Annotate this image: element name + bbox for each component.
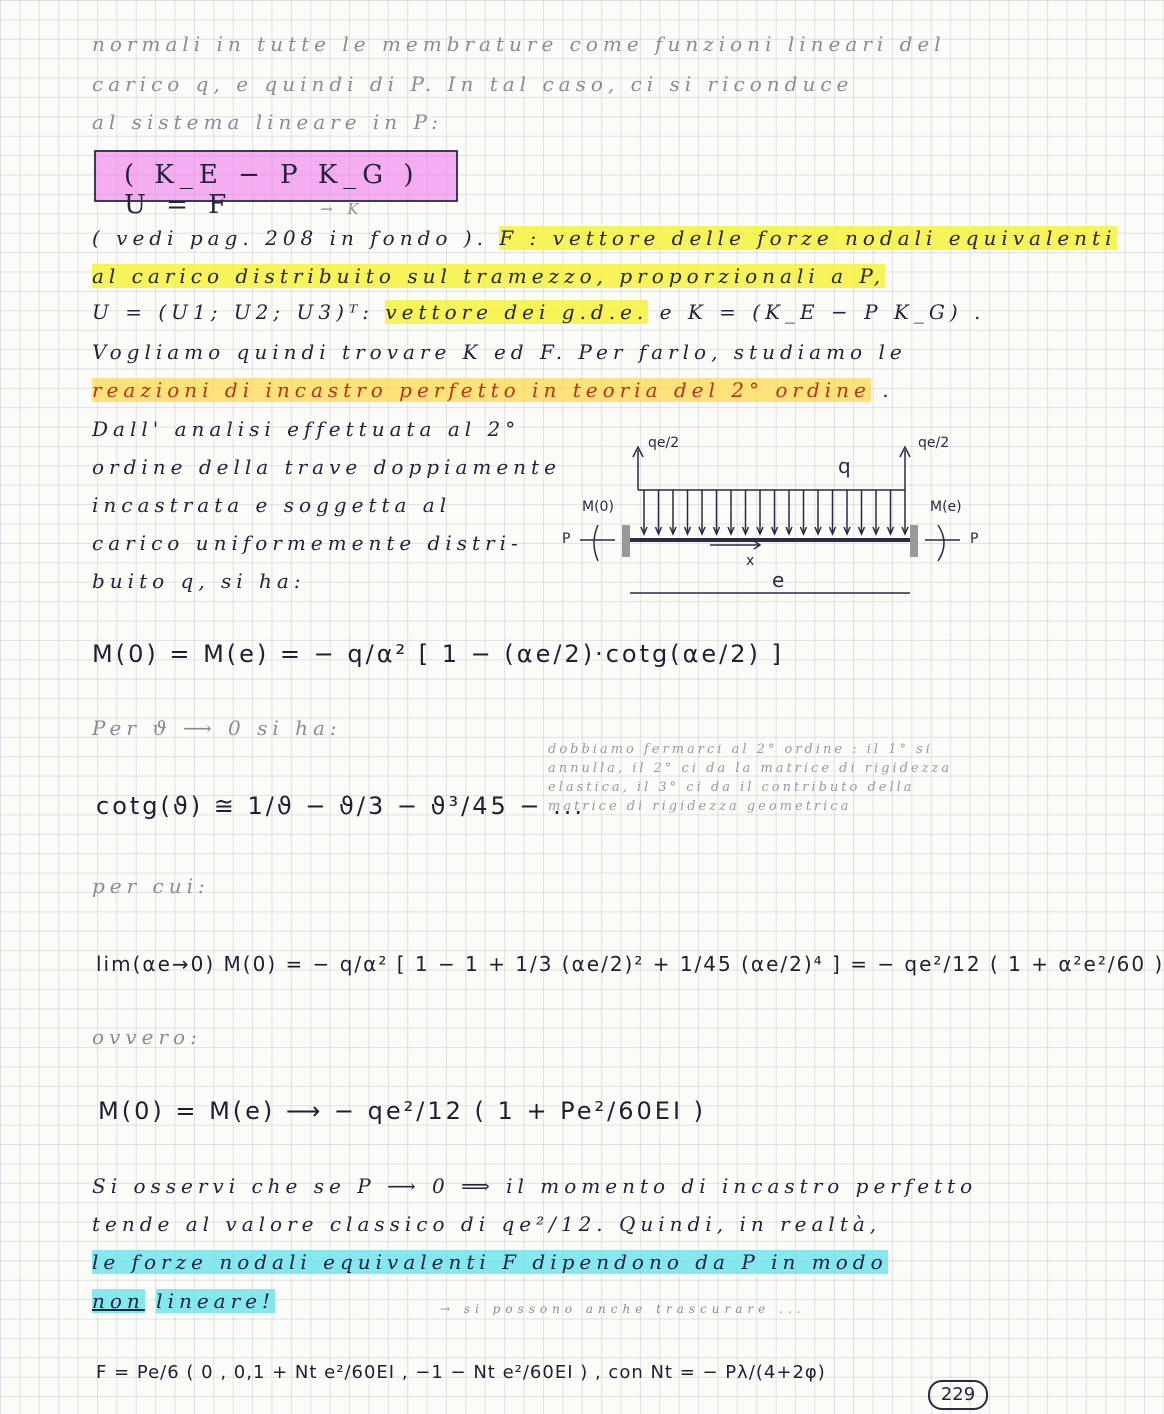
right-moment-arc bbox=[938, 525, 944, 561]
text-line-11: incastrata e soggetta al bbox=[92, 493, 452, 517]
ref-page-text: ( vedi pag. 208 in fondo ). bbox=[92, 226, 488, 250]
matrix-k-def: e K = (K_E − P K_G) . bbox=[659, 300, 986, 324]
text-line-4 bbox=[92, 226, 1117, 250]
distributed-load-arrows bbox=[641, 490, 908, 534]
text-ovvero: ovvero: bbox=[92, 1025, 202, 1049]
formula-moment-approx: M(0) = M(e) ⟶ − qe²/12 ( 1 + Pe²/60EI ) bbox=[98, 1097, 707, 1125]
highlight-non: non bbox=[92, 1289, 145, 1313]
right-fixed-support bbox=[910, 525, 918, 557]
text-line-17 bbox=[92, 1289, 275, 1313]
text-line-12: carico uniformemente distri- bbox=[92, 531, 523, 555]
formula-moment: M(0) = M(e) = − q/α² [ 1 − (αe/2)·cotg(αe/2) ] bbox=[92, 640, 784, 668]
highlight-vector-f: F : vettore delle forze nodali equivalenti bbox=[499, 226, 1117, 250]
left-moment-arc bbox=[594, 525, 598, 561]
left-reaction-label: qe/2 bbox=[648, 435, 680, 451]
left-moment-label: M(0) bbox=[582, 499, 614, 515]
text-line-16 bbox=[92, 1250, 888, 1274]
text-line-14: Si osservi che se P ⟶ 0 ⟹ il momento di incastro perfetto bbox=[92, 1174, 978, 1198]
period: . bbox=[882, 378, 894, 402]
highlight-lineare: lineare! bbox=[156, 1289, 276, 1313]
text-line-8 bbox=[92, 378, 894, 402]
highlight-load-text: al carico distribuito sul tramezzo, proporzionali a P, bbox=[92, 264, 886, 288]
vector-u-def: U = (U1; U2; U3)ᵀ: bbox=[92, 300, 375, 324]
highlight-vector-u: vettore dei g.d.e. bbox=[385, 300, 649, 324]
text-line-1: normali in tutte le membrature come funzioni lineari del bbox=[92, 32, 946, 56]
highlight-nodal-forces: le forze nodali equivalenti F dipendono da P in modo bbox=[92, 1250, 888, 1274]
right-reaction-label: qe/2 bbox=[918, 435, 950, 451]
left-fixed-support bbox=[622, 525, 630, 557]
text-line-15: tende al valore classico di qe²/12. Quindi, in realtà, bbox=[92, 1212, 882, 1236]
text-line-2: carico q, e quindi di P. In tal caso, ci si riconduce bbox=[92, 72, 854, 96]
small-note: → si possono anche trascurare ... bbox=[440, 1302, 806, 1316]
highlight-reactions: reazioni di incastro perfetto in teoria del 2° ordine bbox=[92, 378, 871, 402]
boxed-equation-text: ( K_E − P K_G ) U = F bbox=[124, 160, 420, 220]
formula-cotg: cotg(ϑ) ≅ 1/ϑ − ϑ/3 − ϑ³/45 − ... bbox=[96, 792, 585, 820]
formula-f-vector: F = Pe/6 ( 0 , 0,1 + Nt e²/60EI , −1 − Nt e²/60EI ) , con Nt = − Pλ/(4+2φ) bbox=[96, 1362, 826, 1383]
text-per-cui: per cui: bbox=[92, 874, 210, 898]
boxed-arrow-label: → K bbox=[320, 200, 364, 218]
formula-limit: lim(αe→0) M(0) = − q/α² [ 1 − 1 + 1/3 (αe/2)² + 1/45 (αe/2)⁴ ] = − qe²/12 ( 1 + α²e²/60 ) bbox=[96, 952, 1164, 976]
length-label: e bbox=[772, 568, 785, 592]
boxed-equation bbox=[94, 150, 458, 220]
right-moment-label: M(e) bbox=[930, 499, 962, 515]
beam-diagram bbox=[560, 425, 990, 610]
axis-label: x bbox=[746, 553, 755, 569]
left-axial-label: P bbox=[562, 531, 571, 547]
text-per-theta: Per ϑ ⟶ 0 si ha: bbox=[92, 716, 342, 740]
text-line-13: buito q, si ha: bbox=[92, 569, 306, 593]
load-label: q bbox=[838, 454, 851, 478]
text-line-9: Dall' analisi effettuata al 2° bbox=[92, 417, 521, 441]
text-line-10: ordine della trave doppiamente bbox=[92, 455, 561, 479]
text-line-7: Vogliamo quindi trovare K ed F. Per farlo, studiamo le bbox=[92, 340, 907, 364]
text-line-3: al sistema lineare in P: bbox=[92, 110, 444, 134]
right-axial-label: P bbox=[970, 531, 979, 547]
text-line-5 bbox=[92, 264, 885, 288]
side-note: dobbiamo fermarci al 2° ordine : il 1° si annulla, il 2° ci da la matrice di rigidezza elastica, il 3° ci da il contributo della matrice di rigidezza geometrica bbox=[548, 742, 953, 814]
text-line-6 bbox=[92, 300, 985, 324]
page-number-badge: 229 bbox=[928, 1380, 988, 1410]
